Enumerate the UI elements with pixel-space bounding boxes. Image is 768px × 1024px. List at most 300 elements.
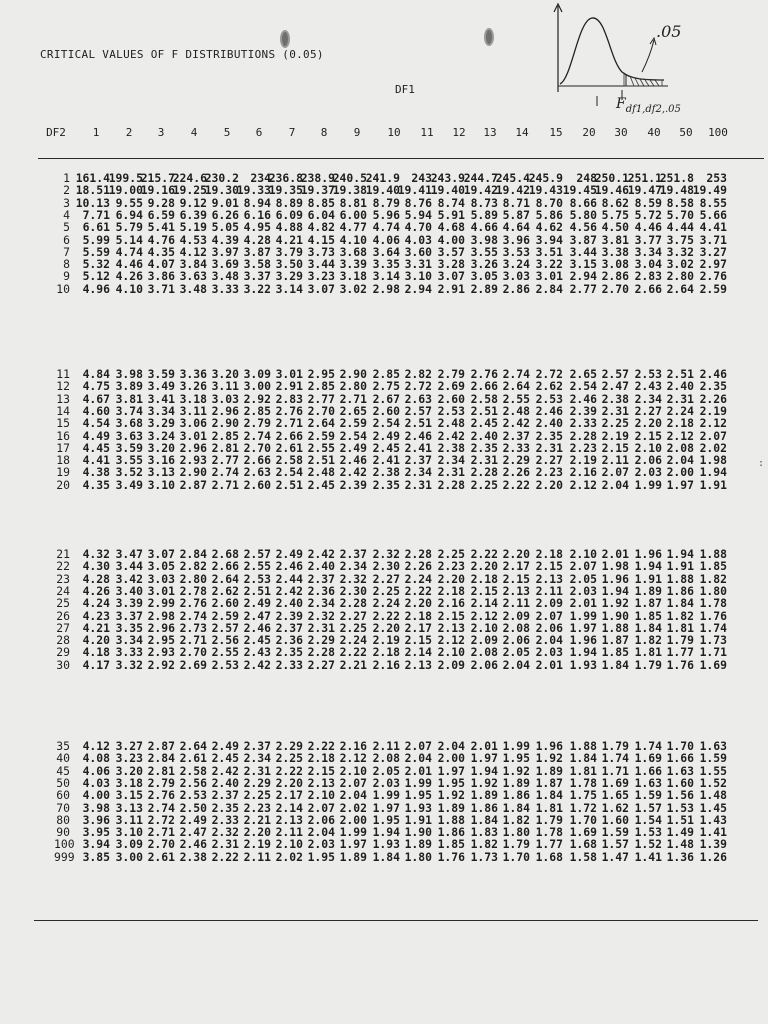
f-critical-value: 3.23 <box>115 751 143 766</box>
f-critical-value: 2.38 <box>601 391 629 406</box>
f-critical-value: 2.34 <box>404 465 432 480</box>
table-row <box>0 814 768 826</box>
f-critical-value: 2.31 <box>470 453 498 468</box>
f-critical-value: 2.51 <box>404 416 432 431</box>
f-critical-value: 2.57 <box>243 547 271 561</box>
f-critical-value: 2.60 <box>243 477 271 492</box>
f-critical-value: 3.18 <box>115 775 143 790</box>
f-critical-value: 19.16 <box>140 183 175 198</box>
f-critical-value: 1.49 <box>666 825 694 840</box>
f-critical-value: 2.30 <box>372 559 400 574</box>
f-critical-value: 19.30 <box>204 183 239 198</box>
f-critical-value: 1.92 <box>535 751 563 766</box>
f-critical-value: 1.81 <box>535 800 563 815</box>
df1-header: 100 <box>708 126 728 139</box>
f-critical-value: 3.07 <box>437 269 465 284</box>
f-critical-value: 4.38 <box>82 465 110 480</box>
f-critical-value: 2.95 <box>307 367 335 381</box>
f-critical-value: 2.66 <box>470 379 498 394</box>
f-critical-value: 1.51 <box>666 812 694 827</box>
f-critical-value: 2.14 <box>404 645 432 660</box>
f-critical-value: 2.16 <box>372 657 400 672</box>
f-critical-value: 1.78 <box>569 775 597 790</box>
f-critical-value: 3.09 <box>115 837 143 852</box>
f-critical-value: 2.34 <box>243 751 271 766</box>
f-critical-value: 2.51 <box>275 477 303 492</box>
f-critical-value: 2.34 <box>437 453 465 468</box>
f-critical-value: 2.30 <box>339 583 367 598</box>
f-critical-value: 2.46 <box>699 367 727 381</box>
f-critical-value: 2.70 <box>307 403 335 418</box>
f-critical-value: 2.14 <box>470 596 498 611</box>
f-critical-value: 2.14 <box>275 800 303 815</box>
df2-value: 19 <box>56 465 70 480</box>
df2-value: 80 <box>56 812 70 827</box>
f-critical-value: 4.76 <box>147 232 175 247</box>
table-row <box>0 646 768 658</box>
f-critical-value: 4.44 <box>666 220 694 235</box>
f-critical-value: 2.24 <box>404 571 432 586</box>
alpha-label: .05 <box>656 22 682 41</box>
f-critical-value: 2.63 <box>404 391 432 406</box>
f-critical-value: 4.56 <box>569 220 597 235</box>
f-critical-value: 2.37 <box>243 739 271 753</box>
f-critical-value: 2.93 <box>179 453 207 468</box>
f-critical-value: 2.80 <box>666 269 694 284</box>
f-critical-value: 3.32 <box>666 244 694 259</box>
f-critical-value: 1.41 <box>699 825 727 840</box>
f-critical-value: 1.97 <box>437 763 465 778</box>
f-critical-value: 2.62 <box>535 379 563 394</box>
f-critical-value: 2.45 <box>470 416 498 431</box>
f-critical-value: 2.20 <box>275 775 303 790</box>
f-critical-value: 1.60 <box>601 812 629 827</box>
f-critical-value: 234 <box>250 171 271 185</box>
df2-value: 27 <box>56 620 70 635</box>
f-critical-value: 2.98 <box>147 608 175 623</box>
f-critical-value: 4.23 <box>82 608 110 623</box>
f-critical-value: 1.74 <box>601 751 629 766</box>
f-critical-value: 2.79 <box>147 775 175 790</box>
f-critical-value: 4.64 <box>502 220 530 235</box>
f-critical-value: 1.96 <box>569 633 597 648</box>
table-row <box>0 752 768 764</box>
f-critical-value: 3.03 <box>502 269 530 284</box>
f-critical-value: 8.70 <box>535 195 563 210</box>
f-critical-value: 3.59 <box>147 367 175 381</box>
f-critical-value: 2.07 <box>699 428 727 443</box>
f-critical-value: 2.15 <box>307 763 335 778</box>
f-critical-value: 2.18 <box>666 416 694 431</box>
f-critical-value: 2.35 <box>535 428 563 443</box>
f-critical-value: 2.59 <box>339 416 367 431</box>
f-critical-value: 3.27 <box>115 739 143 753</box>
f-critical-value: 1.72 <box>569 800 597 815</box>
f-critical-value: 2.87 <box>179 477 207 492</box>
f-critical-value: 2.33 <box>275 657 303 672</box>
f-critical-value: 4.06 <box>82 763 110 778</box>
f-critical-value: 1.48 <box>666 837 694 852</box>
f-critical-value: 3.81 <box>601 232 629 247</box>
f-critical-value: 2.58 <box>470 391 498 406</box>
f-critical-value: 1.53 <box>634 825 662 840</box>
f-critical-value: 251.1 <box>627 171 662 185</box>
f-critical-value: 6.00 <box>339 207 367 222</box>
f-critical-value: 2.42 <box>502 416 530 431</box>
f-critical-value: 2.35 <box>275 645 303 660</box>
f-critical-value: 2.99 <box>147 596 175 611</box>
f-critical-value: 3.79 <box>275 244 303 259</box>
f-critical-value: 2.18 <box>535 547 563 561</box>
f-critical-value: 2.51 <box>470 403 498 418</box>
f-critical-value: 1.84 <box>470 812 498 827</box>
f-critical-value: 2.19 <box>372 633 400 648</box>
table-row <box>0 380 768 392</box>
f-critical-value: 2.54 <box>339 428 367 443</box>
f-critical-value: 4.74 <box>372 220 400 235</box>
f-critical-value: 2.59 <box>211 608 239 623</box>
f-critical-value: 2.48 <box>502 403 530 418</box>
df1-header: 40 <box>647 126 661 139</box>
f-critical-value: 2.38 <box>372 465 400 480</box>
f-critical-value: 2.10 <box>307 788 335 803</box>
f-critical-value: 2.17 <box>275 788 303 803</box>
f-critical-value: 2.17 <box>404 620 432 635</box>
f-critical-value: 2.13 <box>502 583 530 598</box>
f-critical-value: 8.85 <box>307 195 335 210</box>
f-critical-value: 3.15 <box>569 257 597 272</box>
f-critical-value: 248 <box>576 171 597 185</box>
f-critical-value: 1.81 <box>634 645 662 660</box>
f-critical-value: 2.65 <box>569 367 597 381</box>
f-critical-value: 2.20 <box>470 559 498 574</box>
f-critical-value: 2.32 <box>211 825 239 840</box>
f-critical-value: 2.05 <box>372 763 400 778</box>
f-critical-value: 2.04 <box>502 657 530 672</box>
f-critical-value: 2.15 <box>601 440 629 455</box>
df2-value: 2 <box>63 183 70 198</box>
f-critical-value: 230.2 <box>204 171 239 185</box>
f-critical-value: 8.66 <box>569 195 597 210</box>
f-critical-value: 2.19 <box>243 837 271 852</box>
table-row <box>0 405 768 417</box>
f-critical-value: 1.91 <box>634 571 662 586</box>
f-critical-value: 3.29 <box>275 269 303 284</box>
f-critical-value: 2.86 <box>502 281 530 296</box>
f-critical-value: 4.35 <box>147 244 175 259</box>
f-critical-value: 2.53 <box>211 657 239 672</box>
f-critical-value: 2.25 <box>243 788 271 803</box>
f-critical-value: 2.53 <box>437 403 465 418</box>
f-critical-value: 3.58 <box>243 257 271 272</box>
f-critical-value: 2.48 <box>437 416 465 431</box>
f-critical-value: 2.22 <box>339 645 367 660</box>
f-critical-value: 2.47 <box>179 825 207 840</box>
f-critical-value: 3.68 <box>115 416 143 431</box>
f-critical-value: 2.16 <box>339 739 367 753</box>
f-critical-value: 1.73 <box>470 849 498 864</box>
f-critical-value: 2.25 <box>601 416 629 431</box>
f-critical-value: 3.35 <box>372 257 400 272</box>
f-critical-value: 3.28 <box>437 257 465 272</box>
f-critical-value: 4.32 <box>82 547 110 561</box>
f-critical-value: 1.94 <box>470 763 498 778</box>
f-critical-value: 1.79 <box>634 657 662 672</box>
f-critical-value: 3.63 <box>179 269 207 284</box>
f-critical-value: 2.56 <box>179 775 207 790</box>
f-critical-value: 244.7 <box>463 171 498 185</box>
f-critical-value: 2.55 <box>211 645 239 660</box>
f-critical-value: 2.66 <box>211 559 239 574</box>
df2-value: 29 <box>56 645 70 660</box>
f-critical-value: 2.17 <box>502 559 530 574</box>
df2-value: 17 <box>56 440 70 455</box>
f-critical-value: 3.39 <box>115 596 143 611</box>
f-critical-value: 2.00 <box>437 751 465 766</box>
f-critical-value: 1.95 <box>437 775 465 790</box>
f-critical-value: 3.38 <box>601 244 629 259</box>
f-critical-value: 3.34 <box>634 244 662 259</box>
df1-header: 50 <box>679 126 693 139</box>
f-critical-value: 1.99 <box>502 739 530 753</box>
f-critical-value: 1.82 <box>634 633 662 648</box>
f-critical-value: 2.42 <box>307 547 335 561</box>
f-critical-value: 2.83 <box>634 269 662 284</box>
f-critical-value: 1.58 <box>569 849 597 864</box>
f-critical-value: 4.12 <box>82 739 110 753</box>
f-critical-value: 1.84 <box>372 849 400 864</box>
df2-value: 3 <box>63 195 70 210</box>
f-critical-value: 2.46 <box>243 620 271 635</box>
f-critical-value: 2.53 <box>179 788 207 803</box>
df2-label: DF2 <box>46 126 66 139</box>
f-critical-value: 2.56 <box>211 633 239 648</box>
f-critical-value: 2.23 <box>569 440 597 455</box>
f-critical-value: 3.20 <box>211 367 239 381</box>
f-critical-value: 4.46 <box>634 220 662 235</box>
f-critical-value: 2.20 <box>535 477 563 492</box>
f-critical-value: 2.80 <box>179 571 207 586</box>
f-critical-value: 1.88 <box>699 547 727 561</box>
f-critical-value: 3.47 <box>115 547 143 561</box>
f-critical-value: 1.89 <box>535 763 563 778</box>
f-critical-value: 1.52 <box>699 775 727 790</box>
f-critical-value: 2.42 <box>275 583 303 598</box>
table-row <box>0 258 768 270</box>
f-critical-value: 4.49 <box>82 428 110 443</box>
f-critical-value: 2.46 <box>569 391 597 406</box>
f-critical-value: 3.27 <box>699 244 727 259</box>
df2-value: 70 <box>56 800 70 815</box>
f-critical-value: 6.09 <box>275 207 303 222</box>
f-critical-value: 6.04 <box>307 207 335 222</box>
f-critical-value: 5.66 <box>699 207 727 222</box>
f-critical-value: 3.98 <box>82 800 110 815</box>
f-critical-value: 2.27 <box>535 453 563 468</box>
f-critical-value: 2.60 <box>437 391 465 406</box>
f-critical-value: 5.32 <box>82 257 110 272</box>
f-critical-value: 2.77 <box>569 281 597 296</box>
f-critical-value: 3.37 <box>115 608 143 623</box>
f-critical-value: 1.65 <box>601 788 629 803</box>
f-critical-value: 2.05 <box>569 571 597 586</box>
f-critical-value: 5.19 <box>179 220 207 235</box>
f-critical-value: 4.21 <box>82 620 110 635</box>
f-critical-value: 2.70 <box>179 645 207 660</box>
f-critical-value: 2.03 <box>535 645 563 660</box>
f-critical-value: 4.45 <box>82 440 110 455</box>
f-critical-value: 1.39 <box>699 837 727 852</box>
f-critical-value: 2.46 <box>535 403 563 418</box>
f-critical-value: 4.20 <box>82 633 110 648</box>
f-critical-value: 2.22 <box>502 477 530 492</box>
f-critical-value: 8.79 <box>372 195 400 210</box>
f-critical-value: 2.09 <box>535 596 563 611</box>
f-critical-value: 19.37 <box>300 183 335 198</box>
f-critical-value: 9.01 <box>211 195 239 210</box>
f-critical-value: 2.76 <box>147 788 175 803</box>
f-critical-value: 2.64 <box>307 416 335 431</box>
f-critical-value: 2.11 <box>275 825 303 840</box>
f-critical-value: 2.71 <box>179 633 207 648</box>
f-critical-value: 3.53 <box>502 244 530 259</box>
table-row <box>0 270 768 282</box>
f-critical-value: 19.25 <box>172 183 207 198</box>
df2-value: 25 <box>56 596 70 611</box>
f-critical-value: 3.52 <box>115 465 143 480</box>
table-row <box>0 634 768 646</box>
f-critical-value: 2.04 <box>437 739 465 753</box>
f-critical-value: 2.64 <box>211 571 239 586</box>
f-critical-value: 2.45 <box>243 633 271 648</box>
f-critical-value: 2.09 <box>502 608 530 623</box>
df2-value: 20 <box>56 477 70 492</box>
f-critical-value: 2.40 <box>666 379 694 394</box>
f-critical-value: 199.5 <box>108 171 143 185</box>
f-critical-value: 2.42 <box>339 465 367 480</box>
f-critical-value: 2.74 <box>179 608 207 623</box>
df1-header: 13 <box>483 126 497 139</box>
f-critical-value: 2.77 <box>307 391 335 406</box>
f-critical-value: 1.94 <box>569 645 597 660</box>
f-critical-value: 253 <box>706 171 727 185</box>
f-critical-value: 1.54 <box>634 812 662 827</box>
f-critical-value: 3.41 <box>147 391 175 406</box>
table-row <box>0 560 768 572</box>
f-critical-value: 9.28 <box>147 195 175 210</box>
f-critical-value: 2.04 <box>666 453 694 468</box>
f-critical-value: 2.28 <box>569 428 597 443</box>
f-critical-value: 1.86 <box>502 788 530 803</box>
f-critical-value: 1.69 <box>601 775 629 790</box>
table-row <box>0 197 768 209</box>
f-critical-value: 8.94 <box>243 195 271 210</box>
f-critical-value: 2.36 <box>275 633 303 648</box>
f-critical-value: 1.89 <box>502 775 530 790</box>
f-critical-value: 4.53 <box>179 232 207 247</box>
f-critical-value: 3.77 <box>634 232 662 247</box>
f-critical-value: 2.54 <box>275 465 303 480</box>
f-critical-value: 2.37 <box>404 453 432 468</box>
f-critical-value: 2.92 <box>243 391 271 406</box>
f-critical-value: 4.68 <box>437 220 465 235</box>
df1-header: 15 <box>549 126 563 139</box>
f-critical-value: 2.18 <box>307 751 335 766</box>
f-critical-value: 2.66 <box>275 428 303 443</box>
f-critical-value: 3.34 <box>115 633 143 648</box>
f-critical-value: 2.95 <box>147 633 175 648</box>
f-critical-value: 3.33 <box>211 281 239 296</box>
f-critical-value: 2.28 <box>307 645 335 660</box>
f-critical-value: 6.61 <box>82 220 110 235</box>
f-critical-value: 2.42 <box>243 657 271 672</box>
f-critical-value: 5.05 <box>211 220 239 235</box>
f-critical-value: 3.22 <box>243 281 271 296</box>
f-critical-value: 2.13 <box>275 812 303 827</box>
f-critical-value: 1.89 <box>470 788 498 803</box>
f-critical-value: 2.85 <box>372 367 400 381</box>
f-critical-value: 2.76 <box>275 403 303 418</box>
f-critical-value: 3.14 <box>372 269 400 284</box>
f-critical-value: 2.57 <box>211 620 239 635</box>
f-critical-value: 2.09 <box>437 657 465 672</box>
f-critical-value: 2.40 <box>275 596 303 611</box>
f-critical-value: 3.03 <box>211 391 239 406</box>
f-critical-value: 1.87 <box>535 775 563 790</box>
f-critical-value: 6.26 <box>211 207 239 222</box>
df2-value: 60 <box>56 788 70 803</box>
f-critical-value: 9.55 <box>115 195 143 210</box>
f-critical-value: 4.07 <box>147 257 175 272</box>
f-critical-value: 2.40 <box>211 775 239 790</box>
f-critical-value: 2.68 <box>211 547 239 561</box>
table-row <box>0 172 768 184</box>
f-critical-value: 2.28 <box>404 547 432 561</box>
df2-value: 14 <box>56 403 70 418</box>
f-critical-value: 2.46 <box>179 837 207 852</box>
f-critical-value: 1.92 <box>502 763 530 778</box>
f-critical-value: 1.95 <box>502 751 530 766</box>
table-row <box>0 442 768 454</box>
f-critical-value: 2.85 <box>211 428 239 443</box>
f-critical-value: 3.86 <box>147 269 175 284</box>
f-critical-value: 1.59 <box>699 751 727 766</box>
f-critical-value: 1.84 <box>535 788 563 803</box>
f-critical-value: 3.98 <box>115 367 143 381</box>
f-critical-value: 19.48 <box>659 183 694 198</box>
f-critical-value: 4.26 <box>82 583 110 598</box>
f-critical-value: 5.80 <box>569 207 597 222</box>
f-critical-value: 243.9 <box>430 171 465 185</box>
f-critical-value: 1.66 <box>634 763 662 778</box>
f-critical-value: 245.4 <box>495 171 530 185</box>
f-critical-value: 1.66 <box>666 751 694 766</box>
f-critical-value: 2.57 <box>601 367 629 381</box>
f-critical-value: 2.00 <box>666 465 694 480</box>
f-critical-value: 2.31 <box>404 477 432 492</box>
f-critical-value: 2.38 <box>179 849 207 864</box>
f-critical-value: 4.96 <box>82 281 110 296</box>
f-critical-value: 3.01 <box>179 428 207 443</box>
f-critical-value: 1.63 <box>699 739 727 753</box>
f-critical-value: 2.85 <box>243 403 271 418</box>
f-critical-value: 2.22 <box>470 547 498 561</box>
f-critical-value: 4.26 <box>115 269 143 284</box>
f-critical-value: 2.04 <box>404 751 432 766</box>
f-critical-value: 3.20 <box>147 440 175 455</box>
f-critical-value: 4.54 <box>82 416 110 431</box>
df2-value: 6 <box>63 232 70 247</box>
